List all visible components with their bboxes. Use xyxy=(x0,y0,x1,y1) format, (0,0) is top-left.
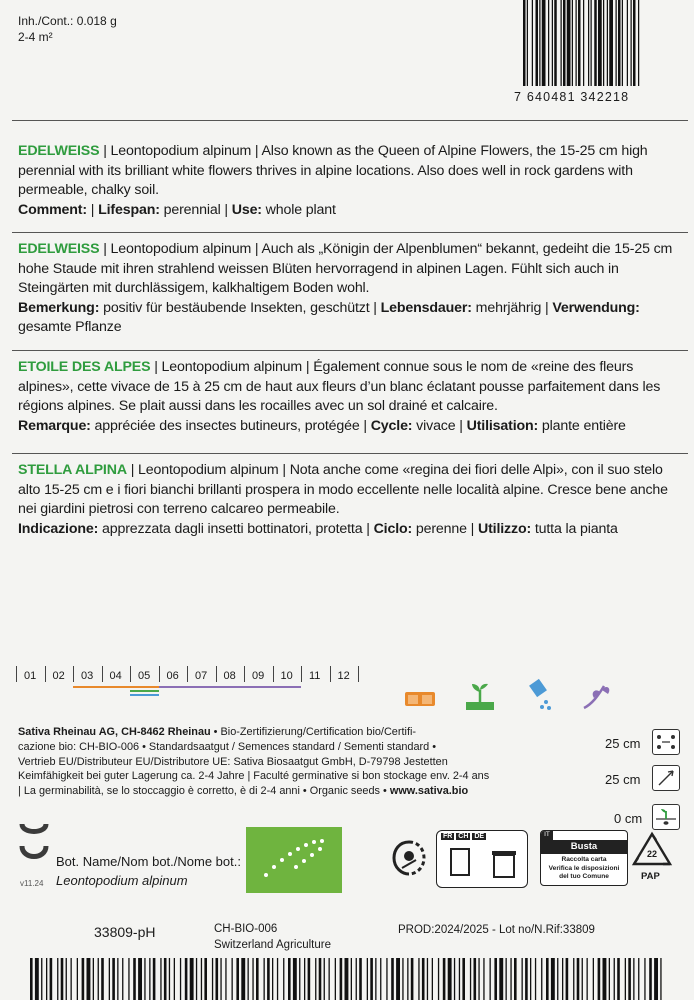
country-code: DE xyxy=(474,833,485,840)
divider xyxy=(12,453,688,454)
meta-label: Utilizzo: xyxy=(478,520,532,537)
busta-line: Verifica le disposizioni xyxy=(548,864,620,872)
meta-value: apprezzata dagli insetti bottinatori, protetta | xyxy=(98,520,374,537)
eu-organic-logo xyxy=(246,827,342,893)
seed-tray-icon xyxy=(402,678,438,714)
month-divider xyxy=(16,666,17,682)
body: | Leontopodium alpinum | Nota anche come «regina dei fiori delle Alpi», con il suo stelo alto 15-25 cm e i fiori bianchi brillanti prospera in modo eccellente nelle località alpine. Cresce bene anche nei giardini pietrosi con terreno calcareo permeabile. xyxy=(18,462,668,517)
body: | Leontopodium alpinum | Also known as the Queen of Alpine Flowers, the 15-25 cm high perennial with its brilliant white flowers thrives in alpine locations. Also does well in rock gardens with permeable, chalky soil. xyxy=(18,143,648,198)
meta-label: Bemerkung: xyxy=(18,299,100,316)
watering-period xyxy=(130,694,159,696)
body: | Leontopodium alpinum | Auch als „Königin der Alpenblumen“ bekannt, gedeiht die 15-25 cm hohe Staude mit ihren strahlend weissen Blüten hervorragend in alpinen Lagen. Fühlt sich auch in Steingärten mit durchlässigem, kalkhaltigem Boden wohl. xyxy=(18,241,673,296)
month-label: 06 xyxy=(166,670,179,682)
paper-sheet-icon xyxy=(449,847,471,877)
legal-line: | La germinabilità, se lo stoccaggio è corretto, è di 2-4 anni • Organic seeds • xyxy=(18,785,390,798)
legal-line: Vertrieb EU/Distributeur EU/Distributore UE: Sativa Biosaatgut GmbH, D-79798 Jestetten xyxy=(18,755,448,768)
month-label: 02 xyxy=(52,670,65,682)
divider xyxy=(12,232,688,233)
company-name: Sativa Rheinau AG, CH-8462 Rheinau xyxy=(18,726,211,738)
busta-line: del tuo Comune xyxy=(559,873,609,880)
month-divider xyxy=(301,666,302,682)
seedling-icon xyxy=(462,678,498,714)
eu-star xyxy=(304,843,308,847)
meta-value: appréciée des insectes butineurs, protégée | xyxy=(90,417,371,434)
meta-label: Ciclo: xyxy=(373,520,413,537)
eu-star xyxy=(296,847,300,851)
meta-value: mehrjährig | xyxy=(471,299,553,316)
coverage-area: 2-4 m² xyxy=(18,30,53,44)
meta-value: positiv für bestäubende Insekten, geschützt | xyxy=(99,299,381,316)
month-label: 04 xyxy=(109,670,122,682)
meta-label: Comment: xyxy=(18,201,87,218)
country-code: FR xyxy=(443,833,453,840)
botanical-label: Bot. Name/Nom bot./Nome bot.: xyxy=(56,854,241,869)
title: EDELWEISS xyxy=(18,241,100,257)
month-divider xyxy=(102,666,103,682)
busta-text xyxy=(541,856,627,882)
flowering-period xyxy=(159,686,302,688)
country-code: CH xyxy=(458,833,469,840)
meta-label: Remarque: xyxy=(18,417,91,434)
meta-label: Utilisation: xyxy=(466,417,539,434)
sowing-calendar xyxy=(16,666,360,688)
meta-value: vivace | xyxy=(412,417,467,434)
article-code: 33809-pH xyxy=(94,924,156,940)
ean-number: 7 640481 342218 xyxy=(514,90,630,104)
pap-label: PAP xyxy=(641,871,660,882)
meta-label: Lifespan: xyxy=(98,201,160,218)
busta-title: Busta xyxy=(541,840,627,854)
plant-spacing-value: 25 cm xyxy=(605,772,641,787)
country-codes xyxy=(441,833,486,840)
flower-icon xyxy=(578,678,614,714)
month-divider xyxy=(187,666,188,682)
sowing-indoor-period xyxy=(73,686,159,688)
meta-value: gesamte Pflanze xyxy=(18,319,122,335)
sowing-outdoor-period xyxy=(130,690,159,692)
divider xyxy=(12,350,688,351)
agriculture-origin: Switzerland Agriculture xyxy=(214,939,331,951)
eu-star xyxy=(302,859,306,863)
meta-value: tutta la pianta xyxy=(531,520,618,537)
content-weight: Inh./Cont.: 0.018 g xyxy=(18,14,117,28)
meta-label: Verwendung: xyxy=(552,299,640,316)
description-french xyxy=(18,358,680,436)
legal-line: • Bio-Zertifizierung/Certification bio/Certifi- xyxy=(210,726,417,738)
meta-label: Use: xyxy=(231,201,262,218)
plant-spacing-icon xyxy=(652,765,680,791)
title: EDELWEISS xyxy=(18,143,100,159)
month-label: 03 xyxy=(81,670,94,682)
watering-icon xyxy=(522,678,558,714)
eu-star xyxy=(320,839,324,843)
divider xyxy=(12,120,688,121)
month-divider xyxy=(45,666,46,682)
meta-value: whole plant xyxy=(261,201,336,218)
eu-star xyxy=(294,865,298,869)
month-divider xyxy=(273,666,274,682)
month-divider xyxy=(244,666,245,682)
country-code: IT xyxy=(541,831,553,840)
footer-barcode xyxy=(0,958,694,1000)
month-divider xyxy=(330,666,331,682)
meta-value: plante entière xyxy=(538,417,626,434)
meta-label: Cycle: xyxy=(370,417,413,434)
month-label: 09 xyxy=(252,670,265,682)
eu-star xyxy=(272,865,276,869)
month-divider xyxy=(130,666,131,682)
eu-star xyxy=(318,847,322,851)
meta-value: perennial | xyxy=(159,201,232,218)
row-spacing-value: 25 cm xyxy=(605,736,641,751)
botanical-name: Leontopodium alpinum xyxy=(56,873,188,888)
month-divider xyxy=(216,666,217,682)
title: STELLA ALPINA xyxy=(18,462,127,478)
meta-label: Indicazione: xyxy=(18,520,99,537)
month-label: 05 xyxy=(138,670,151,682)
month-divider xyxy=(159,666,160,682)
row-spacing-icon xyxy=(652,729,680,755)
meta-value: perenne | xyxy=(412,520,479,537)
month-divider xyxy=(73,666,74,682)
month-label: 07 xyxy=(195,670,208,682)
legal-info xyxy=(18,725,498,799)
month-divider xyxy=(358,666,359,682)
sowing-depth-value: 0 cm xyxy=(614,811,643,826)
body: | Leontopodium alpinum | Également connue sous le nom de «reine des fleurs alpines», cette vivace de 15 à 25 cm de haut aux fleurs d’un blanc éclatant pousse parfaitement dans les régions alpines. Se plait aussi dans les rocailles avec un sol drainé et calcaire. xyxy=(18,359,661,414)
production-lot: PROD:2024/2025 - Lot no/N.Rif:33809 xyxy=(398,924,595,936)
month-label: 08 xyxy=(223,670,236,682)
barcode xyxy=(523,0,685,92)
month-label: 11 xyxy=(309,670,321,682)
eu-star xyxy=(288,852,292,856)
triman-icon xyxy=(390,838,428,878)
sowing-depth-icon xyxy=(652,804,680,830)
version-code: v11.24 xyxy=(20,879,44,888)
meta-label: Lebensdauer: xyxy=(380,299,472,316)
sativa-logo-icon xyxy=(18,820,50,866)
legal-line: cazione bio: CH-BIO-006 • Standardsaatgut / Semences standard / Sementi standard • xyxy=(18,740,437,753)
legal-line: Keimfähigkeit bei guter Lagerung ca. 2-4 Jahre | Faculté germinative si bon stockage env. 2-4 ans xyxy=(18,770,490,783)
bin-icon xyxy=(491,847,517,879)
eu-star xyxy=(310,853,314,857)
pap-number: 22 xyxy=(647,849,658,859)
website-link[interactable]: www.sativa.bio xyxy=(389,785,469,798)
bio-cert-code: CH-BIO-006 xyxy=(214,923,278,935)
meta-value: | xyxy=(86,201,99,218)
description-german xyxy=(18,240,680,338)
italian-disposal-box xyxy=(540,830,628,886)
description-italian xyxy=(18,461,680,539)
description-english xyxy=(18,142,680,220)
month-label: 01 xyxy=(24,670,37,682)
busta-line: Raccolta carta xyxy=(561,856,607,863)
eu-star xyxy=(264,873,268,877)
month-label: 10 xyxy=(280,670,293,682)
eu-star xyxy=(280,858,284,862)
sorting-info-box xyxy=(436,830,528,888)
eu-star xyxy=(312,840,316,844)
title: ETOILE DES ALPES xyxy=(18,359,151,375)
month-label: 12 xyxy=(337,670,350,682)
